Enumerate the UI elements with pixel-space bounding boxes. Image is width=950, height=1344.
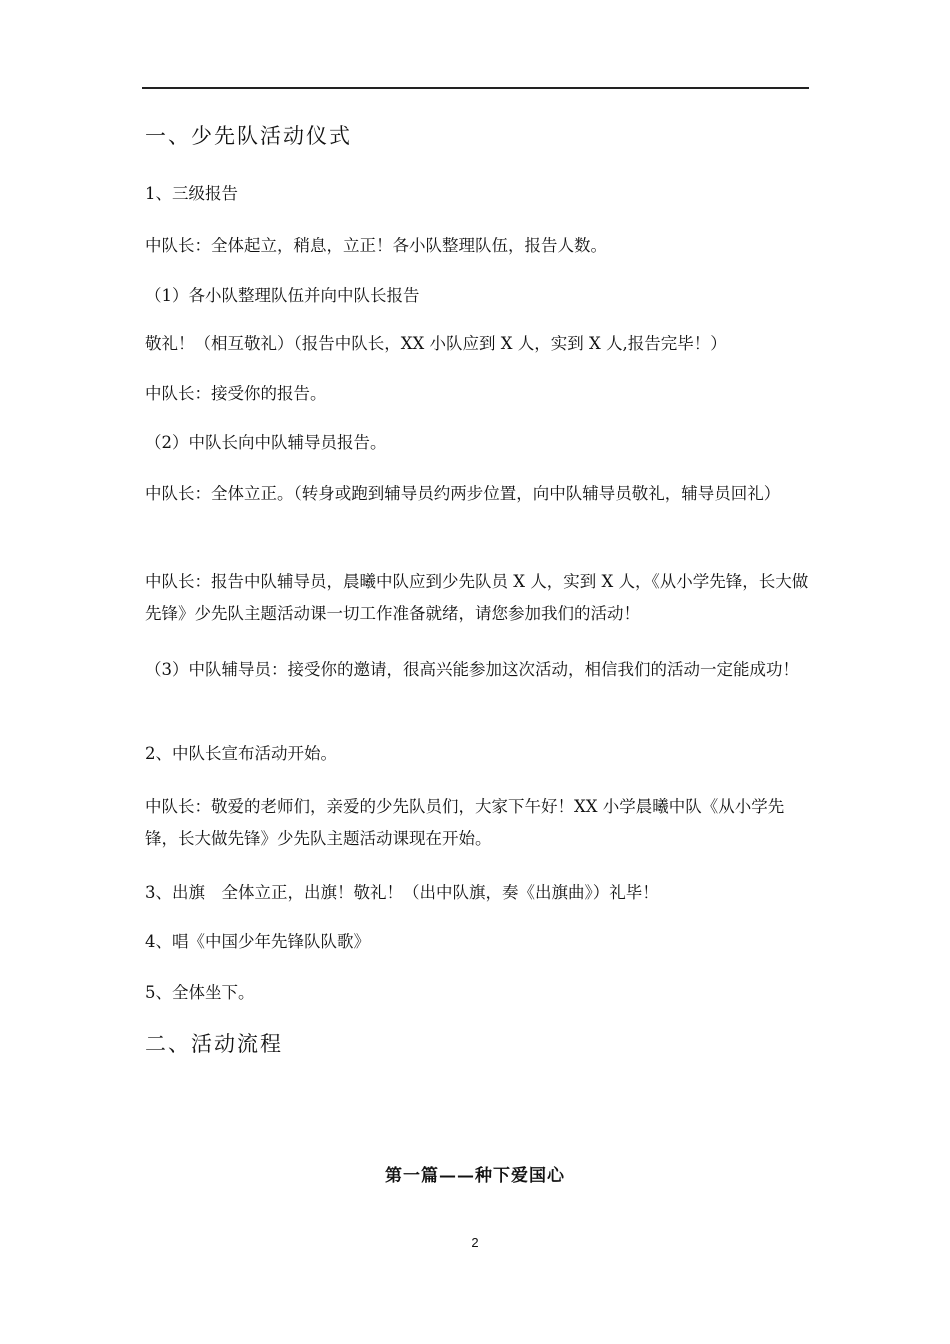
page-number: 2: [471, 1235, 479, 1250]
heading-ceremony: 一、少先队活动仪式: [145, 124, 352, 148]
paragraph-8: 中队长：报告中队辅导员，晨曦中队应到少先队员 X 人，实到 X 人，《从小学先锋，长大做先锋》少先队主题活动课一切工作准备就绪，请您参加我们的活动！: [145, 572, 809, 623]
paragraph-11: 中队长：敬爱的老师们，亲爱的少先队员们，大家下午好！XX 小学晨曦中队《从小学先锋，长大做先锋》少先队主题活动课现在开始。: [145, 797, 785, 848]
paragraph-14: 5、全体坐下。: [145, 983, 255, 1002]
paragraph-6: （2）中队长向中队辅导员报告。: [145, 433, 387, 452]
paragraph-2: 中队长：全体起立，稍息，立正！各小队整理队伍，报告人数。: [145, 236, 607, 255]
paragraph-9: （3）中队辅导员：接受你的邀请，很高兴能参加这次活动，相信我们的活动一定能成功！: [145, 660, 799, 679]
paragraph-1: 1、三级报告: [145, 184, 238, 203]
paragraph-3: （1）各小队整理队伍并向中队长报告: [145, 286, 420, 305]
paragraph-10: 2、中队长宣布活动开始。: [145, 744, 337, 763]
header-rule: [142, 87, 809, 89]
paragraph-5: 中队长：接受你的报告。: [145, 384, 327, 403]
paragraph-7: 中队长：全体立正。（转身或跑到辅导员约两步位置，向中队辅导员敬礼，辅导员回礼）: [145, 484, 781, 503]
paragraph-4: 敬礼！（相互敬礼）（报告中队长，XX 小队应到 X 人，实到 X 人,报告完毕！）: [145, 334, 727, 353]
heading-activity-flow: 二、活动流程: [145, 1032, 283, 1056]
paragraph-12: 3、出旗 全体立正，出旗！敬礼！（出中队旗，奏《出旗曲》）礼毕！: [145, 883, 659, 902]
section-title: 第一篇——种下爱国心: [385, 1166, 565, 1186]
paragraph-13: 4、唱《中国少年先锋队队歌》: [145, 932, 370, 951]
